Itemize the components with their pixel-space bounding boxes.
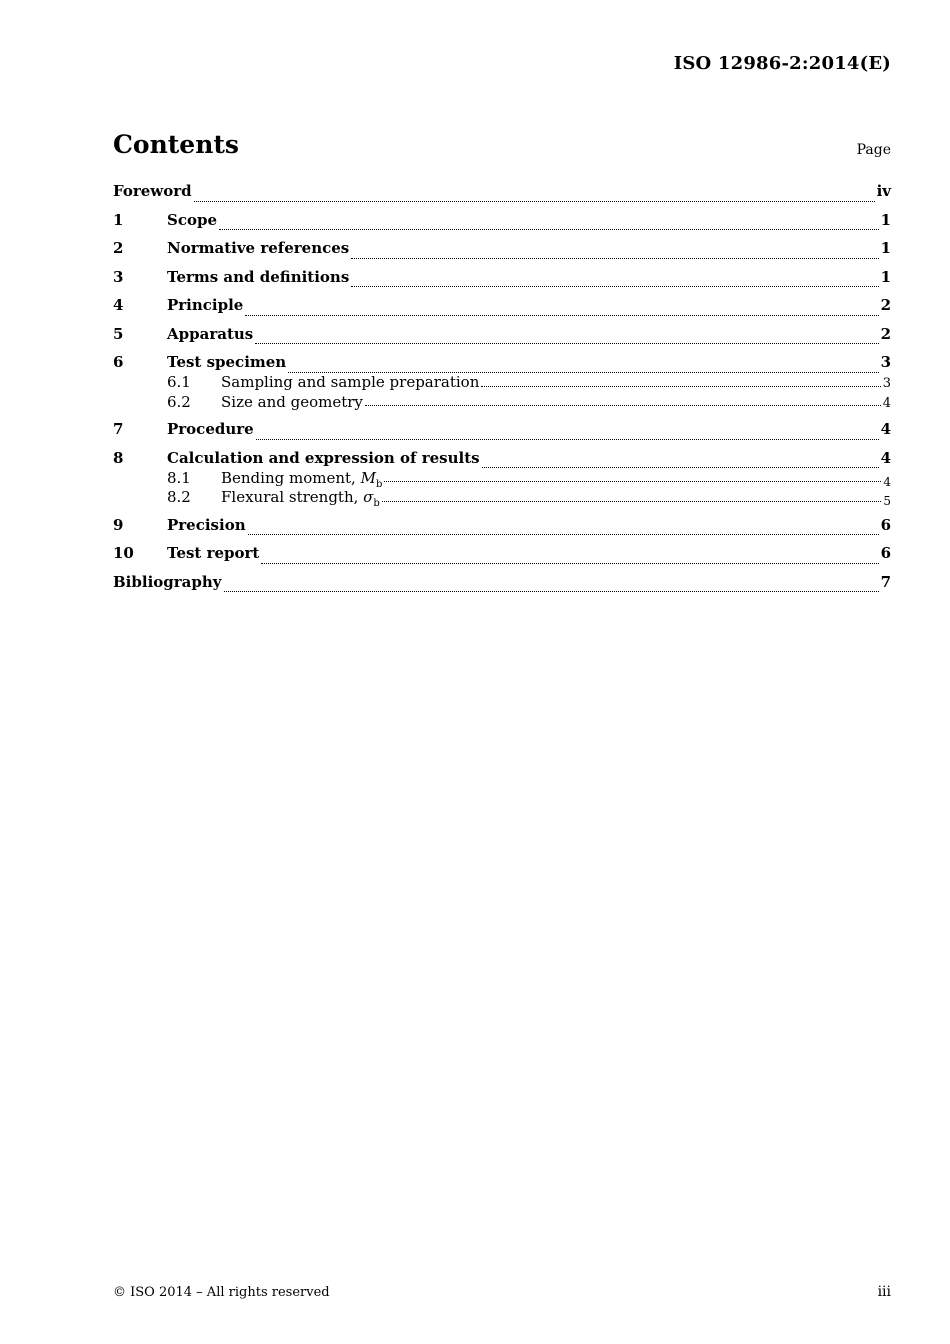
dot-leader <box>256 439 879 440</box>
math-symbol: M <box>360 468 376 487</box>
toc-entry-page: 1 <box>880 267 891 286</box>
toc-entry-test-report[interactable] <box>113 544 891 573</box>
dot-leader <box>224 591 879 592</box>
toc-entry-page: 3 <box>882 376 891 391</box>
toc-entry-label: Precision <box>167 515 246 534</box>
toc-entry-apparatus[interactable] <box>113 325 891 354</box>
document-id: ISO 12986-2:2014(E) <box>673 53 891 74</box>
toc-entry-label: Apparatus <box>167 324 254 343</box>
math-subscript: b <box>375 478 383 490</box>
toc-entry-number: 1 <box>113 210 124 229</box>
toc-entry-page: iv <box>876 182 891 200</box>
toc-entry-number: 8 <box>113 448 124 467</box>
math-subscript: b <box>373 498 380 509</box>
toc-subentry-flexural-strength[interactable] <box>113 488 891 508</box>
toc-entry-page: 7 <box>880 572 891 591</box>
toc-entry-principle[interactable] <box>113 296 891 325</box>
dot-leader <box>219 229 879 230</box>
toc-entry-page: 4 <box>880 420 891 438</box>
toc-entry-label: Scope <box>167 210 218 229</box>
contents-heading: Contents <box>113 130 240 159</box>
toc-entry-label: Calculation and expression of results <box>167 448 480 467</box>
toc-entry-label: Normative references <box>167 239 350 257</box>
toc-entry-label: Terms and definitions <box>167 267 350 286</box>
toc-entry-label: Sampling and sample preparation <box>221 373 480 391</box>
math-symbol: σ <box>363 488 374 506</box>
toc-subentry-sampling[interactable] <box>113 373 891 393</box>
toc-entry-label: Bibliography <box>113 572 222 591</box>
toc-entry-page: 1 <box>880 210 891 229</box>
toc-entry-label: Test report <box>167 544 260 562</box>
toc-entry-number: 9 <box>113 515 124 534</box>
toc-entry-page: 4 <box>882 395 891 411</box>
dot-leader <box>482 467 879 468</box>
toc-entry-number: 4 <box>113 296 124 314</box>
table-of-contents <box>113 182 891 601</box>
page-column-label: Page <box>856 142 891 158</box>
toc-entry-terms-and-definitions[interactable] <box>113 268 891 297</box>
toc-entry-foreword[interactable] <box>113 182 891 211</box>
toc-entry-page: 5 <box>883 494 891 508</box>
toc-entry-number: 2 <box>113 239 124 257</box>
toc-entry-procedure[interactable] <box>113 420 891 449</box>
toc-entry-page: 6 <box>880 515 891 534</box>
toc-entry-number: 3 <box>113 267 124 286</box>
toc-entry-number: 6.1 <box>167 373 191 391</box>
toc-entry-label: Procedure <box>167 420 254 438</box>
toc-entry-normative-references[interactable] <box>113 239 891 268</box>
label-text: Flexural strength, <box>221 488 364 506</box>
toc-entry-label <box>221 488 380 509</box>
toc-entry-precision[interactable] <box>113 516 891 545</box>
label-text: Bending moment, <box>221 468 361 487</box>
dot-leader <box>365 405 881 406</box>
toc-entry-label: Foreword <box>113 182 192 200</box>
toc-subentry-bending-moment[interactable] <box>113 469 891 489</box>
dot-leader <box>194 201 875 202</box>
toc-entry-page: 3 <box>880 353 891 371</box>
toc-entry-page: 2 <box>880 324 891 343</box>
toc-entry-page: 1 <box>880 239 891 257</box>
dot-leader <box>255 343 878 344</box>
toc-entry-page: 4 <box>883 474 891 489</box>
toc-entry-label: Test specimen <box>167 353 287 371</box>
toc-entry-page: 4 <box>880 448 891 467</box>
dot-leader <box>351 286 878 287</box>
copyright-notice: © ISO 2014 – All rights reserved <box>113 1285 330 1300</box>
toc-entry-page: 2 <box>880 296 891 314</box>
dot-leader <box>384 481 881 482</box>
toc-entry-number: 7 <box>113 420 124 438</box>
toc-entry-number: 8.1 <box>167 468 191 487</box>
toc-subentry-size-and-geometry[interactable] <box>113 393 891 413</box>
page-number: iii <box>877 1284 891 1300</box>
toc-entry-number: 6 <box>113 353 124 371</box>
dot-leader <box>261 563 878 564</box>
toc-entry-label: Principle <box>167 296 244 314</box>
dot-leader <box>245 315 878 316</box>
dot-leader <box>351 258 878 259</box>
toc-entry-number: 6.2 <box>167 392 191 411</box>
toc-entry-label <box>221 469 382 490</box>
toc-entry-bibliography[interactable] <box>113 573 891 602</box>
dot-leader <box>248 534 879 535</box>
toc-entry-page: 6 <box>880 544 891 562</box>
toc-entry-label: Size and geometry <box>221 392 363 411</box>
toc-entry-scope[interactable] <box>113 211 891 240</box>
toc-entry-number: 8.2 <box>167 488 191 506</box>
toc-entry-number: 5 <box>113 324 124 343</box>
toc-entry-number: 10 <box>113 544 134 562</box>
dot-leader <box>382 501 882 502</box>
dot-leader <box>481 386 880 387</box>
